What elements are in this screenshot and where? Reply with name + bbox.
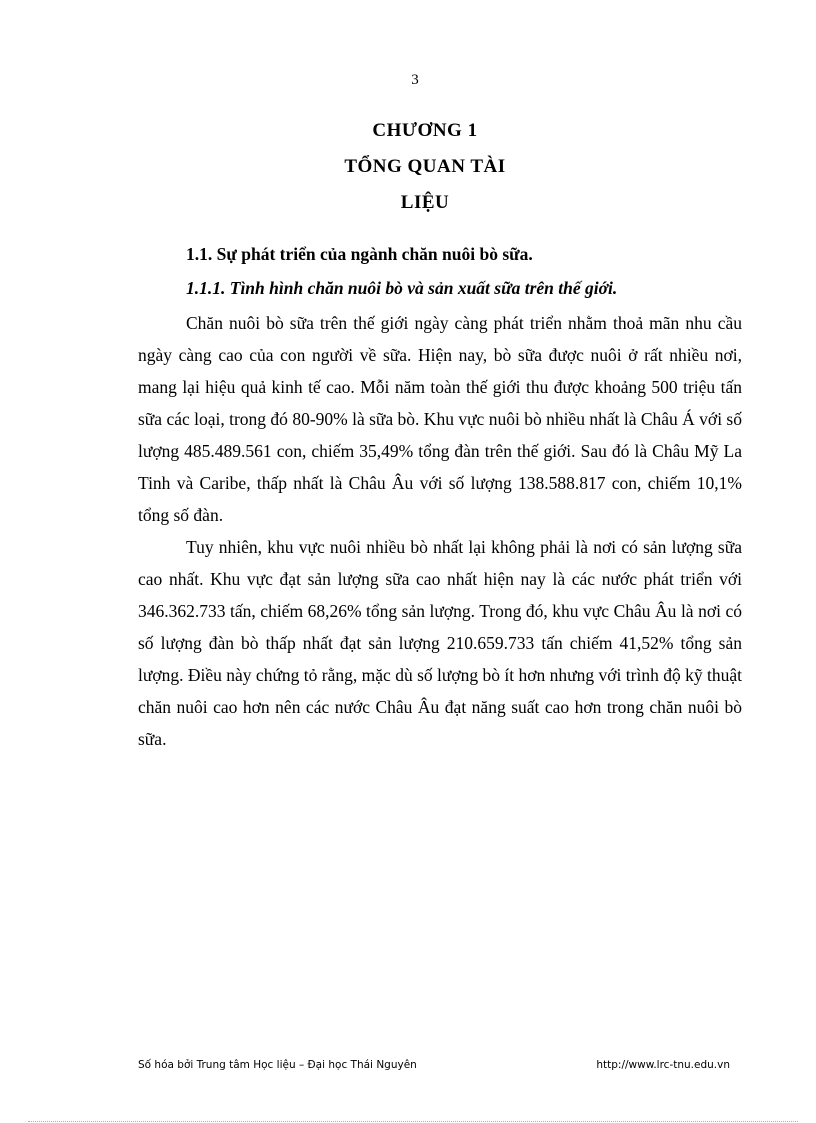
page-bottom-rule	[28, 1121, 798, 1122]
chapter-title-line-1: TỔNG QUAN TÀI	[344, 156, 506, 177]
chapter-heading	[300, 113, 550, 221]
section-heading: 1.1. Sự phát triển của ngành chăn nuôi bò sữa.	[186, 244, 533, 264]
paragraph: Chăn nuôi bò sữa trên thế giới ngày càng phát triển nhằm thoả mãn nhu cầu ngày càng cao của con người về sữa. Hiện nay, bò sữa được nuôi ở rất nhiều nơi, mang lại hiệu quả kinh tế cao. Mỗi năm toàn thế giới thu được khoảng 500 triệu tấn sữa các loại, trong đó 80-90% là sữa bò. Khu vực nuôi bò nhiều nhất là Châu Á với số lượng 485.489.561 con, chiếm 35,49% tổng đàn trên thế giới. Sau đó là Châu Mỹ La Tinh và Caribe, thấp nhất là Châu Âu với số lượng 138.588.817 con, chiếm 10,1% tổng số đàn.	[138, 313, 742, 525]
chapter-number: CHƯƠNG 1	[372, 120, 478, 141]
chapter-title-line-2: LIỆU	[400, 192, 450, 213]
subsection-heading: 1.1.1. Tình hình chăn nuôi bò và sản xuất sữa trên thế giới.	[186, 278, 618, 298]
footer-credit: Số hóa bởi Trung tâm Học liệu – Đại học Thái Nguyên	[138, 1059, 417, 1071]
footer-url: http://www.lrc-tnu.edu.vn	[596, 1059, 730, 1071]
paragraph: Tuy nhiên, khu vực nuôi nhiều bò nhất lại không phải là nơi có sản lượng sữa cao nhất. Khu vực đạt sản lượng sữa cao nhất hiện nay là các nước phát triển với 346.362.733 tấn, chiếm 68,26% tổng sản lượng. Trong đó, khu vực Châu Âu là nơi có số lượng đàn bò thấp nhất đạt sản lượng 210.659.733 tấn chiếm 41,52% tổng sản lượng. Điều này chứng tỏ rằng, mặc dù số lượng bò ít hơn nhưng với trình độ kỹ thuật chăn nuôi cao hơn nên các nước Châu Âu đạt năng suất cao hơn trong chăn nuôi bò sữa.	[138, 537, 742, 749]
body-text	[138, 307, 742, 755]
page-number: 3	[411, 72, 419, 88]
